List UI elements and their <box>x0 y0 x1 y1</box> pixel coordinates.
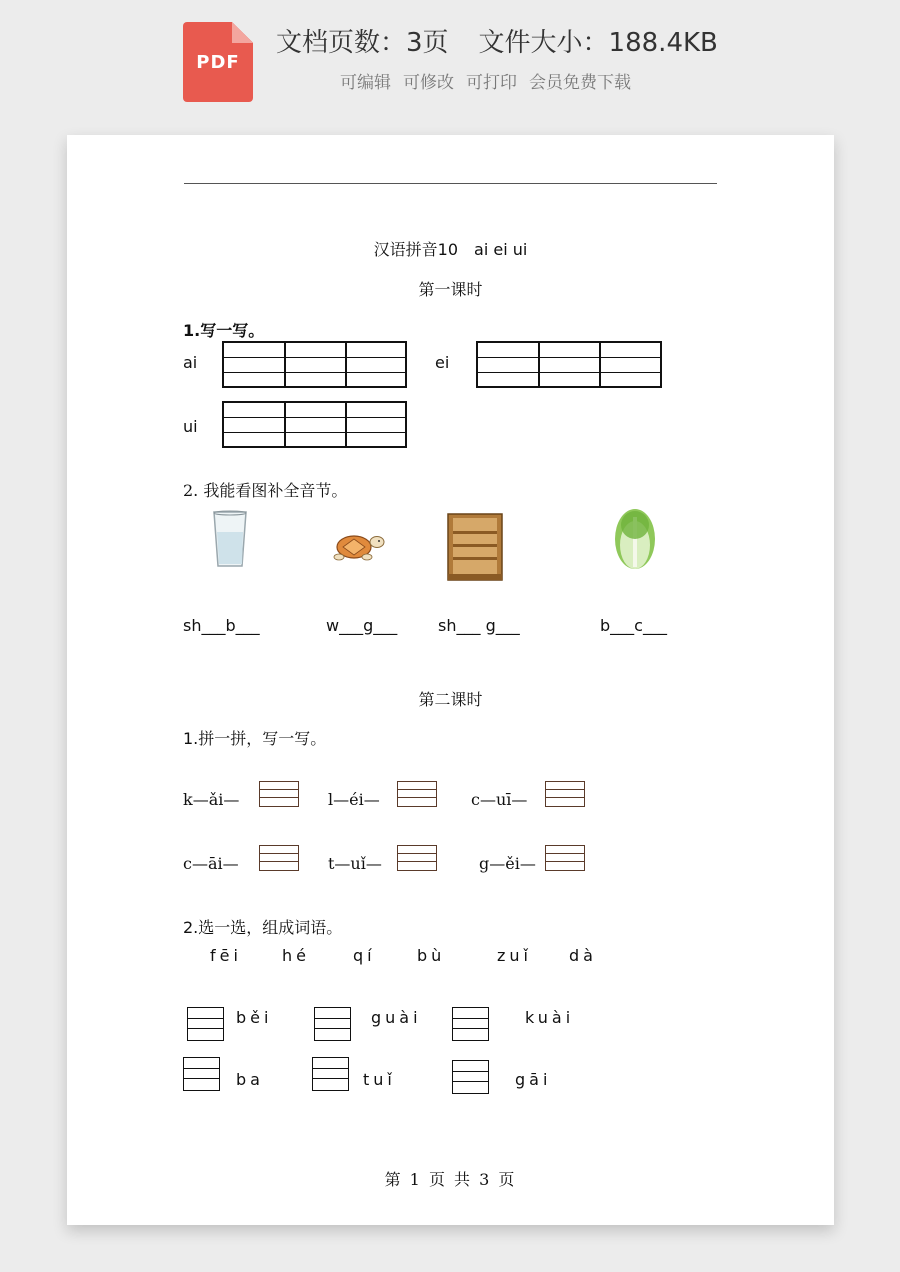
water-glass-icon <box>212 510 248 568</box>
document-info <box>276 22 748 59</box>
question-2-1: 1.拼一拼，写一写。 <box>183 729 327 748</box>
page-count: 文档页数：3页 <box>276 28 449 58</box>
question-2-2: 2.选一选，组成词语。 <box>183 918 343 937</box>
grid-label-ui: ui <box>183 417 198 436</box>
writing-grid-ui[interactable] <box>222 401 407 448</box>
feature-member-download: 会员免费下载 <box>529 73 631 93</box>
word-syllable: guài <box>371 1008 422 1027</box>
word-box[interactable] <box>314 1007 351 1041</box>
spell-item: g—ěi— <box>479 854 536 873</box>
spell-item: c—āi— <box>183 854 239 873</box>
picture-blank-cabbage: b___c___ <box>600 616 667 635</box>
word-box[interactable] <box>312 1057 349 1091</box>
choice-qi: qí <box>353 946 376 965</box>
picture-blank-glass: sh___b___ <box>183 616 260 635</box>
answer-box[interactable] <box>259 845 299 871</box>
answer-box[interactable] <box>397 845 437 871</box>
lesson-1-heading: 第一课时 <box>418 280 483 299</box>
answer-box[interactable] <box>545 781 585 807</box>
pdf-badge-label: PDF <box>196 52 240 73</box>
picture-blank-bookshelf: sh___ g___ <box>438 616 520 635</box>
writing-grid-ei[interactable] <box>476 341 662 388</box>
spell-item: k—ǎi— <box>183 790 240 809</box>
feature-printable: 可打印 <box>466 73 517 93</box>
grid-label-ei: ei <box>435 353 450 372</box>
writing-grid-ai[interactable] <box>222 341 407 388</box>
spell-item: t—uǐ— <box>328 854 382 873</box>
answer-box[interactable] <box>259 781 299 807</box>
choice-bu: bù <box>417 946 446 965</box>
word-box[interactable] <box>452 1007 489 1041</box>
turtle-icon <box>329 530 387 562</box>
word-syllable: kuài <box>525 1008 575 1027</box>
feature-list <box>340 68 643 93</box>
answer-box[interactable] <box>545 845 585 871</box>
picture-blank-turtle: w___g___ <box>326 616 398 635</box>
word-box[interactable] <box>183 1057 220 1091</box>
question-1-2: 2. 我能看图补全音节。 <box>183 481 348 500</box>
word-box[interactable] <box>187 1007 224 1041</box>
feature-editable: 可编辑 <box>340 73 391 93</box>
document-page <box>67 135 834 1225</box>
feature-modifiable: 可修改 <box>403 73 454 93</box>
lesson-2-heading: 第二课时 <box>418 690 483 709</box>
bookshelf-icon <box>446 512 504 582</box>
spell-item: c—uī— <box>471 790 528 809</box>
word-syllable: ba <box>236 1070 264 1089</box>
choice-da: dà <box>569 946 597 965</box>
spell-item: l—éi— <box>328 790 380 809</box>
word-syllable: tuǐ <box>363 1070 396 1089</box>
choice-fei: fēi <box>210 946 242 965</box>
choice-zui: zuǐ <box>497 946 532 965</box>
word-syllable: gāi <box>515 1070 552 1089</box>
grid-label-ai: ai <box>183 353 198 372</box>
page-title: 汉语拼音10 ai ei ui <box>373 240 528 259</box>
header-rule <box>184 183 717 184</box>
cabbage-icon <box>612 505 658 571</box>
word-box[interactable] <box>452 1060 489 1094</box>
question-1-1: 1.写一写。 <box>183 321 265 340</box>
page-footer: 第 1 页 共 3 页 <box>384 1170 517 1189</box>
word-syllable: běi <box>236 1008 273 1027</box>
file-size: 文件大小：188.4KB <box>478 28 718 58</box>
answer-box[interactable] <box>397 781 437 807</box>
choice-he: hé <box>282 946 310 965</box>
